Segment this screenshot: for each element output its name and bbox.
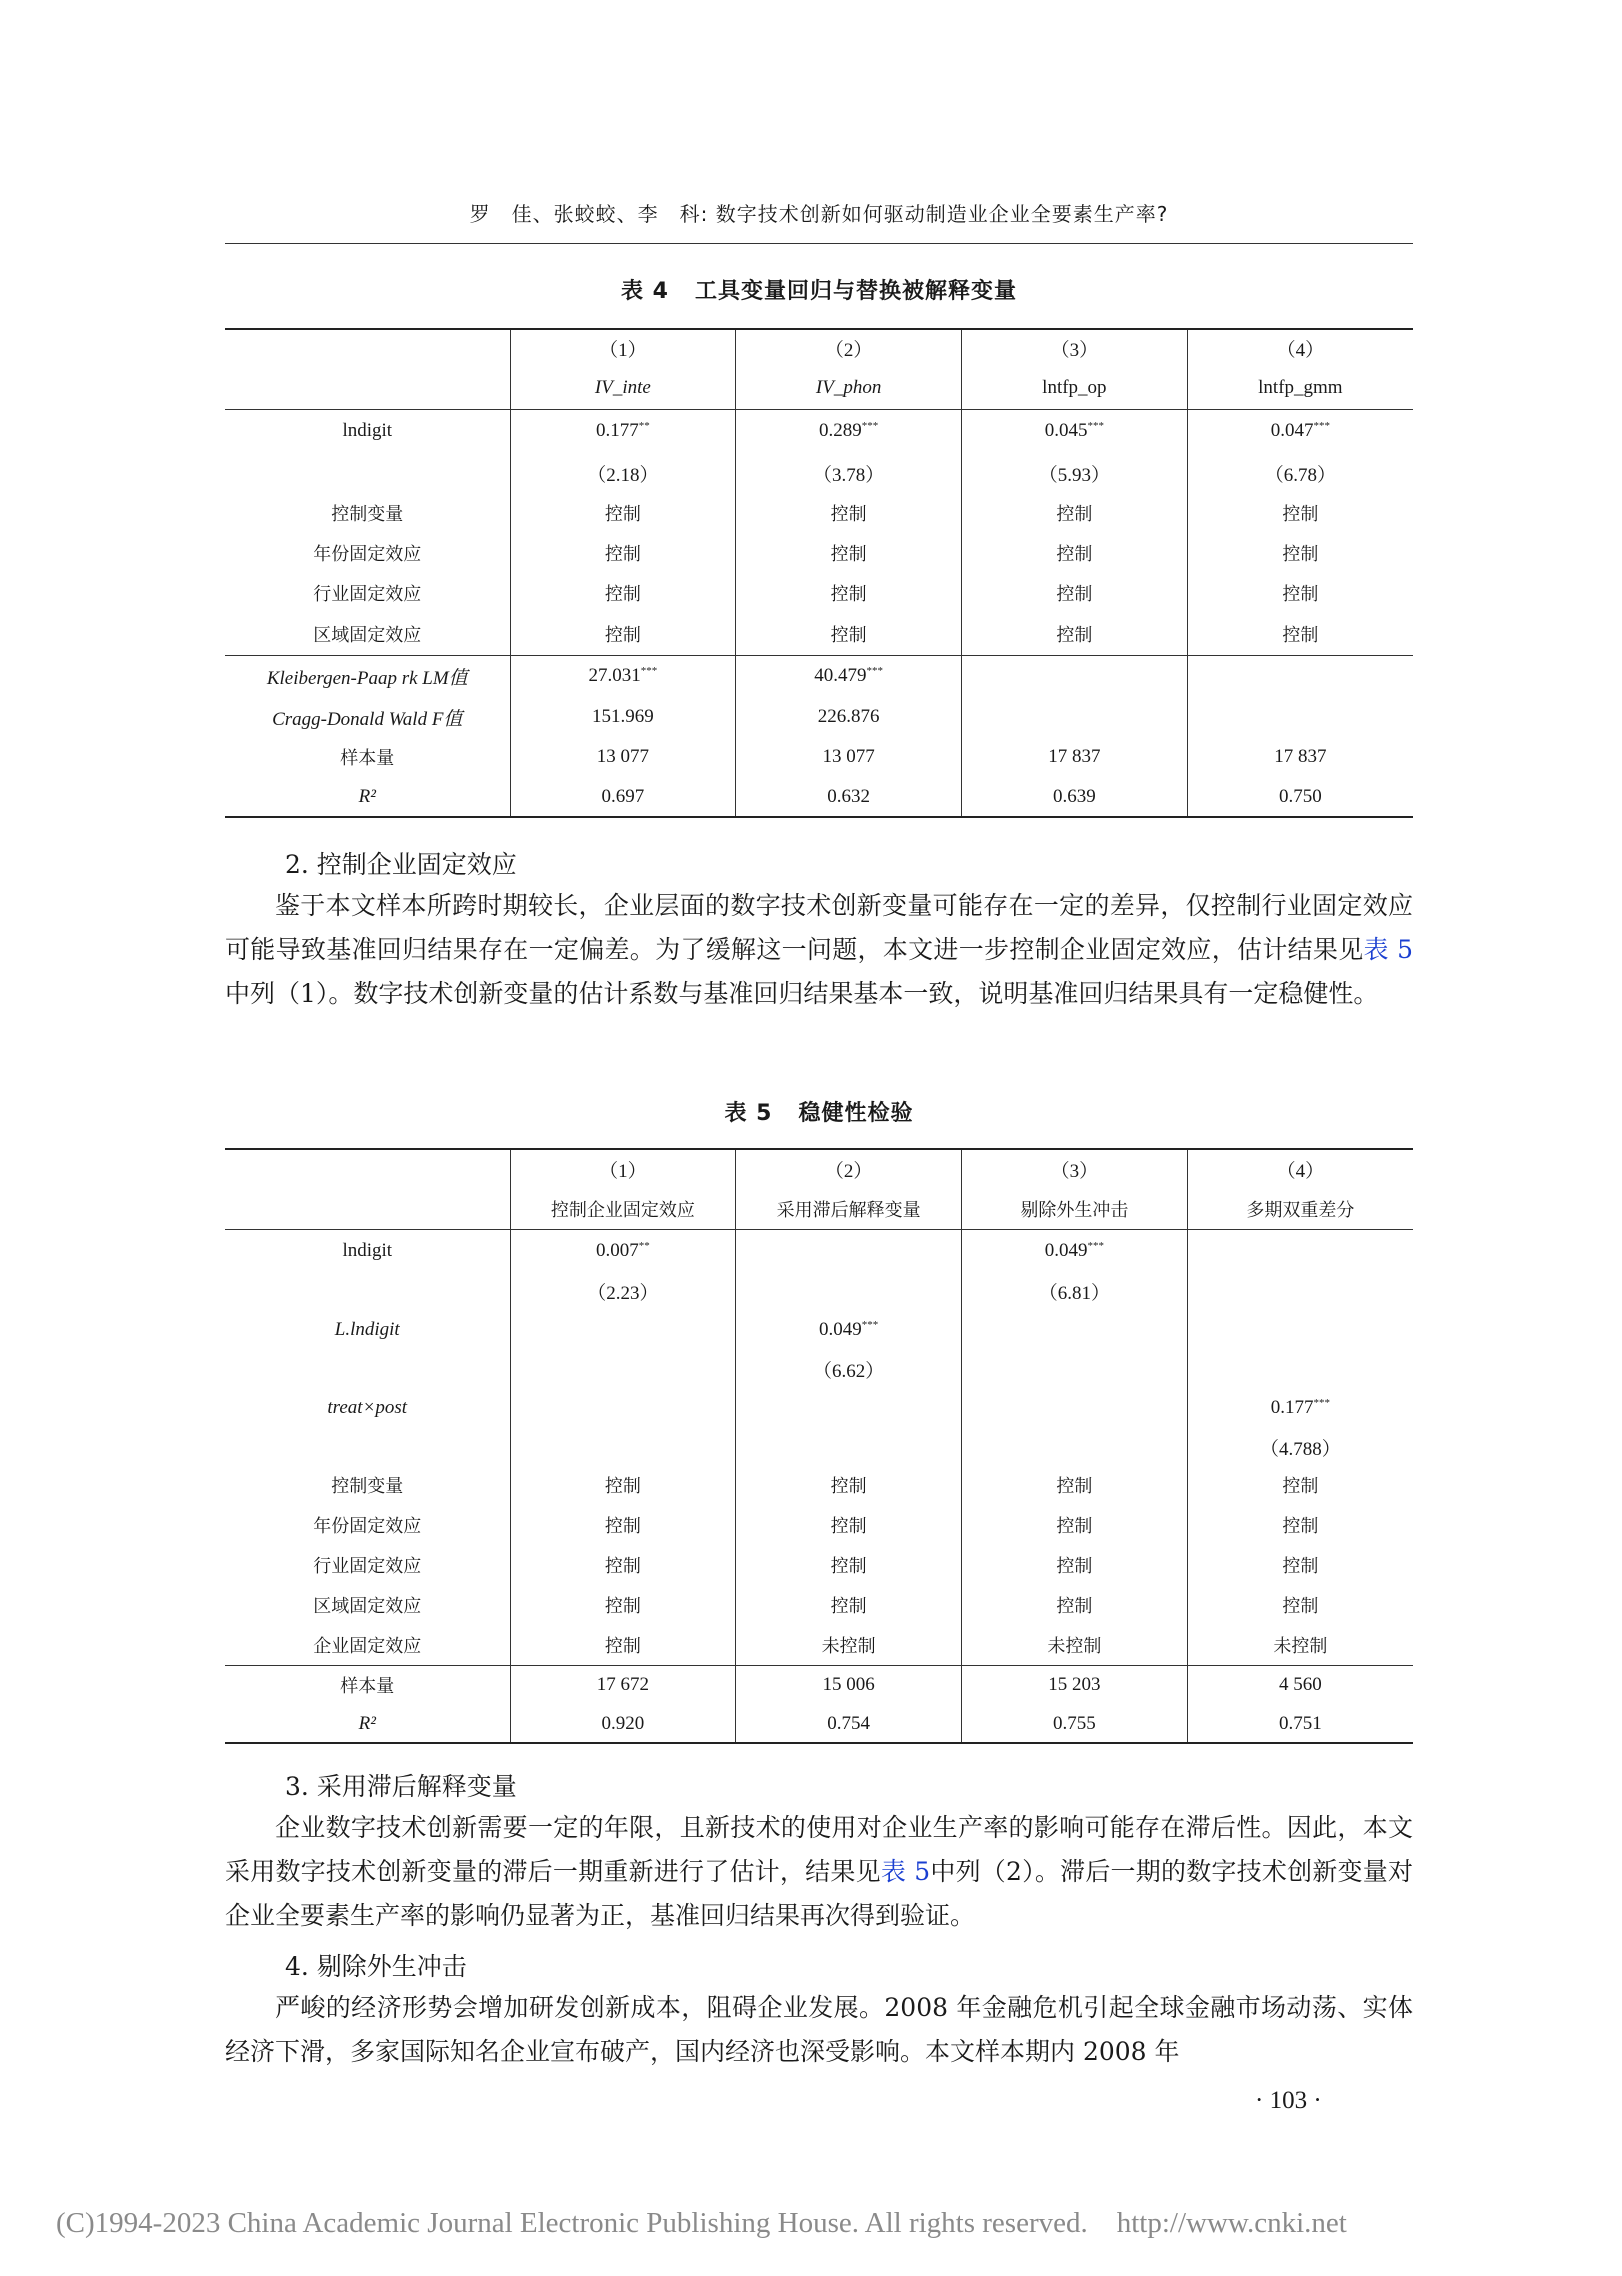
table-cell: 控制 (962, 493, 1188, 533)
table-cell: 0.045*** (962, 409, 1188, 453)
table5-colnum: （1） (510, 1149, 736, 1189)
t-stat (1187, 1351, 1413, 1387)
table-cell: 控制 (1187, 1505, 1413, 1545)
table-row (225, 777, 1413, 817)
table-row (225, 1429, 1413, 1465)
section-heading: 2. 控制企业固定效应 (285, 850, 517, 879)
row-label: 区域固定效应 (225, 1585, 510, 1625)
table-row (225, 1585, 1413, 1625)
table-cell: 控制 (962, 1585, 1188, 1625)
table-cell: 17 672 (510, 1665, 736, 1705)
table-cell: 15 203 (962, 1665, 1188, 1705)
table-cell: 未控制 (962, 1625, 1188, 1665)
table-row (225, 1273, 1413, 1309)
row-label: treat×post (225, 1387, 510, 1429)
table-cell: 控制 (962, 533, 1188, 573)
table-cell: 控制 (1187, 613, 1413, 655)
table-cell: 15 006 (736, 1665, 962, 1705)
t-stat (962, 1429, 1188, 1465)
t-stat (736, 1429, 962, 1465)
table-cell: 0.632 (736, 777, 962, 817)
table-cell (736, 1229, 962, 1273)
table-cell: 4 560 (1187, 1665, 1413, 1705)
table-cell: 13 077 (596, 746, 649, 767)
page-number: · 103 · (1255, 2087, 1322, 2114)
table-cell (962, 1309, 1188, 1351)
table-row (225, 533, 1413, 573)
table-cell: 控制 (736, 533, 962, 573)
table-cell (962, 1387, 1188, 1429)
table4-colnum: （3） (962, 329, 1188, 367)
table-row (225, 1505, 1413, 1545)
t-stat (510, 1429, 736, 1465)
table-cell: 27.031*** (510, 655, 736, 697)
table-cell: 0.049*** (736, 1309, 962, 1351)
table-cell: 17 837 (962, 737, 1188, 777)
table-cell: 控制 (736, 1545, 962, 1585)
table-row (225, 573, 1413, 613)
table-row (225, 1149, 1413, 1189)
t-stat: （4.788） (1187, 1429, 1413, 1465)
row-label: 企业固定效应 (225, 1625, 510, 1665)
table-row (225, 1309, 1413, 1351)
table-row (225, 329, 1413, 367)
table-cell: 控制 (604, 1596, 641, 1617)
t-stat: （2.23） (587, 1282, 659, 1304)
table5-caption (225, 1096, 1413, 1127)
table-row (225, 1545, 1413, 1585)
table5-number: 表 5 (724, 1101, 773, 1126)
table-cell: 控制 (962, 613, 1188, 655)
t-stat: （6.81） (962, 1273, 1188, 1309)
table-cell: 未控制 (1187, 1625, 1413, 1665)
table-cell: 0.177** (510, 409, 736, 453)
table-row (225, 1351, 1413, 1387)
table-cell: 40.479*** (736, 655, 962, 697)
header-rule (225, 243, 1413, 244)
table-cell: 控制 (604, 1476, 641, 1497)
table-cell: 0.751 (1187, 1705, 1413, 1743)
t-stat: （6.78） (1187, 453, 1413, 493)
table-cell (1187, 697, 1413, 737)
row-label: Cragg-Donald Wald F值 (225, 697, 510, 737)
table-cell (510, 1387, 736, 1429)
table4-caption (225, 274, 1413, 305)
section-heading: 3. 采用滞后解释变量 (285, 1772, 517, 1801)
table5-colname: 控制企业固定效应 (550, 1199, 695, 1221)
row-label: lndigit (225, 1229, 510, 1273)
table-cell: 13 077 (736, 737, 962, 777)
table-row (225, 1229, 1413, 1273)
table-cell: 0.007** (510, 1229, 736, 1273)
table-cell: 控制 (1187, 1545, 1413, 1585)
t-stat (736, 1273, 962, 1309)
t-stat (1187, 1273, 1413, 1309)
table-cell: 0.047*** (1187, 409, 1413, 453)
table-row (225, 737, 1413, 777)
table4-colname: IV_inte (594, 376, 651, 398)
table-cell: 0.697 (510, 777, 736, 817)
section-heading: 4. 剔除外生冲击 (285, 1952, 467, 1981)
table4-colname: IV_phon (736, 367, 962, 409)
table5 (225, 1148, 1413, 1744)
table-cell: 0.177*** (1187, 1387, 1413, 1429)
table5-colnum: （3） (962, 1149, 1188, 1189)
table-cell: 控制 (604, 504, 641, 525)
table-row (225, 493, 1413, 533)
row-label: 行业固定效应 (225, 1545, 510, 1585)
table-cell: 控制 (1187, 573, 1413, 613)
row-label: Kleibergen-Paap rk LM值 (225, 655, 510, 697)
table-cell: 控制 (736, 573, 962, 613)
table-row (225, 1465, 1413, 1505)
row-label: 年份固定效应 (225, 1505, 510, 1545)
row-label: lndigit (225, 409, 510, 453)
table-cell: 控制 (736, 613, 962, 655)
table-cell: 0.754 (736, 1705, 962, 1743)
table4-colnum: （2） (736, 329, 962, 367)
table-row (225, 613, 1413, 655)
table5-title: 稳健性检验 (798, 1101, 914, 1126)
table-cell: 226.876 (736, 697, 962, 737)
table-row (225, 453, 1413, 493)
table4-colnum: （4） (1187, 329, 1413, 367)
table-link[interactable]: 表 5 (880, 1857, 931, 1886)
row-label: 控制变量 (225, 493, 510, 533)
table-row (225, 1625, 1413, 1665)
table5-colnum: （4） (1187, 1149, 1413, 1189)
table-cell: 控制 (962, 1505, 1188, 1545)
table-cell: 控制 (736, 1505, 962, 1545)
row-label: 控制变量 (225, 1465, 510, 1505)
table-cell: 控制 (1187, 493, 1413, 533)
table-cell: 151.969 (592, 706, 654, 727)
table-cell: 控制 (604, 1516, 641, 1537)
table-cell (1187, 1309, 1413, 1351)
row-label: 年份固定效应 (225, 533, 510, 573)
table-row (225, 367, 1413, 409)
table-cell: 控制 (962, 573, 1188, 613)
table-cell: 0.639 (962, 777, 1188, 817)
table5-colnum: （2） (736, 1149, 962, 1189)
table-row (225, 1665, 1413, 1705)
row-label: 区域固定效应 (225, 613, 510, 655)
table-link[interactable]: 表 5 (1363, 935, 1413, 964)
paragraph: 严峻的经济形势会增加研发创新成本，阻碍企业发展。2008 年金融危机引起全球金融市场动荡、实体经济下滑，多家国际知名企业宣布破产，国内经济也深受影响。本文样本期内 2008 年 (225, 1993, 1413, 2066)
table-cell: 0.750 (1187, 777, 1413, 817)
row-label: R² (225, 777, 510, 817)
t-stat: （5.93） (962, 453, 1188, 493)
running-head: 罗 佳、张蛟蛟、李 科: 数字技术创新如何驱动制造业企业全要素生产率? (469, 202, 1169, 226)
table-cell: 控制 (736, 493, 962, 533)
table-cell: 未控制 (736, 1625, 962, 1665)
table-cell (1187, 1229, 1413, 1273)
table-cell: 控制 (604, 1556, 641, 1577)
table4-colname: lntfp_op (962, 367, 1188, 409)
table-cell: 0.049*** (962, 1229, 1188, 1273)
t-stat: （6.62） (736, 1351, 962, 1387)
table-cell: 控制 (1187, 1585, 1413, 1625)
table-cell: 控制 (1187, 533, 1413, 573)
t-stat (962, 1351, 1188, 1387)
t-stat (510, 1351, 736, 1387)
table-cell: 0.289*** (736, 409, 962, 453)
table-cell: 控制 (604, 544, 641, 565)
table4-title: 工具变量回归与替换被解释变量 (694, 279, 1017, 304)
row-label: R² (225, 1705, 510, 1743)
table-row (225, 1387, 1413, 1429)
table-cell: 0.920 (510, 1705, 736, 1743)
table5-colname: 采用滞后解释变量 (736, 1189, 962, 1229)
table-cell (962, 697, 1188, 737)
row-label: L.lndigit (225, 1309, 510, 1351)
paragraph: 鉴于本文样本所跨时期较长，企业层面的数字技术创新变量可能存在一定的差异，仅控制行业固定效应可能导致基准回归结果存在一定偏差。为了缓解这一问题，本文进一步控制企业固定效应，估计结果见表 5中列（1）。数字技术创新变量的估计系数与基准回归结果基本一致，说明基准回归结果具有一定稳健性。 (225, 891, 1413, 1008)
table4-number: 表 4 (621, 279, 669, 304)
table-row (225, 697, 1413, 737)
table4 (225, 328, 1413, 818)
table-row (225, 1189, 1413, 1229)
row-label: 样本量 (225, 737, 510, 777)
table5-colname: 多期双重差分 (1187, 1189, 1413, 1229)
table-row (225, 1705, 1413, 1743)
table-cell: 控制 (604, 624, 641, 646)
table4-colname: lntfp_gmm (1187, 367, 1413, 409)
row-label: 样本量 (225, 1665, 510, 1705)
table-cell: 控制 (1187, 1465, 1413, 1505)
table-cell (736, 1387, 962, 1429)
table-row (225, 655, 1413, 697)
table-cell (510, 1309, 736, 1351)
table-cell: 0.755 (962, 1705, 1188, 1743)
table-cell: 控制 (604, 1635, 641, 1657)
copyright-footer: (C)1994-2023 China Academic Journal Electronic Publishing House. All rights reserved. http://www.cnki.net (56, 2207, 1347, 2239)
table-cell: 控制 (736, 1465, 962, 1505)
table4-colnum: （1） (510, 329, 736, 367)
paragraph: 企业数字技术创新需要一定的年限，且新技术的使用对企业生产率的影响可能存在滞后性。因此，本文采用数字技术创新变量的滞后一期重新进行了估计，结果见表 5中列（2）。滞后一期的数字技术创新变量对企业全要素生产率的影响仍显著为正，基准回归结果再次得到验证。 (225, 1813, 1413, 1930)
table-row (225, 409, 1413, 453)
table-cell: 17 837 (1187, 737, 1413, 777)
row-label: 行业固定效应 (225, 573, 510, 613)
table-cell (1187, 655, 1413, 697)
t-stat: （2.18） (587, 464, 659, 486)
table-cell: 控制 (962, 1465, 1188, 1505)
table-cell: 控制 (962, 1545, 1188, 1585)
table5-colname: 剔除外生冲击 (962, 1189, 1188, 1229)
table-cell: 控制 (736, 1585, 962, 1625)
table-cell: 控制 (604, 584, 641, 605)
t-stat: （3.78） (736, 453, 962, 493)
table-cell (962, 655, 1188, 697)
